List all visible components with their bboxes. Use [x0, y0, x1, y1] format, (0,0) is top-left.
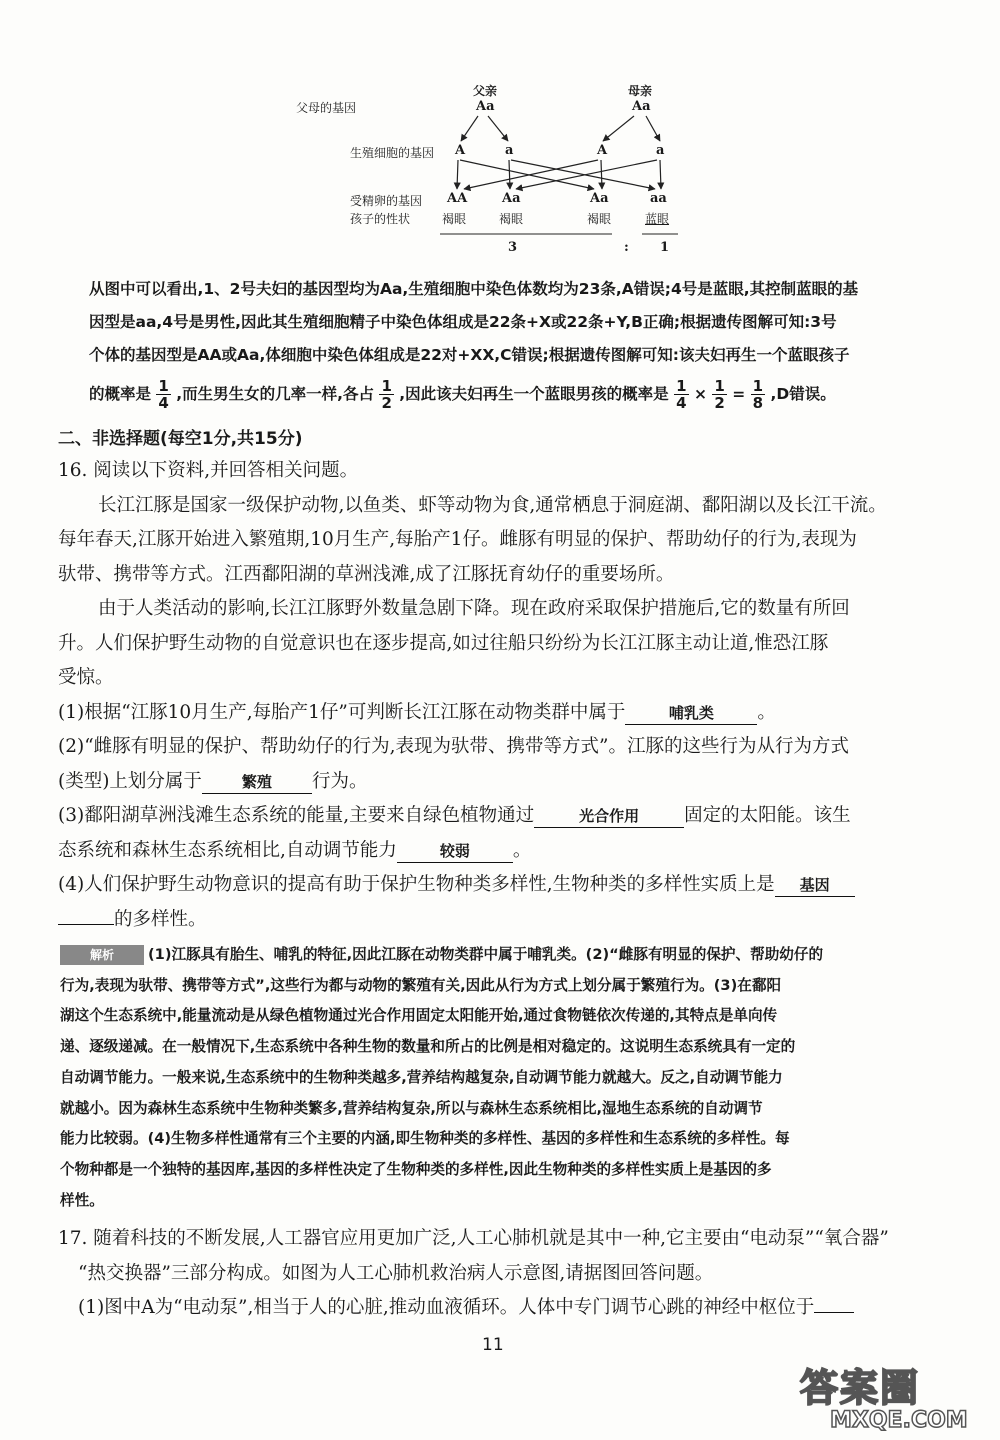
page-number: 11 [482, 1335, 504, 1355]
answer-blank: 哺乳类 [625, 702, 757, 725]
mother-genotype: Aa [632, 99, 651, 114]
fraction: $\frac{1}{4}$ [676, 377, 687, 412]
fraction: $\frac{1}{8}$ [752, 377, 764, 412]
row-label-parent-genes: 父母的基因 [296, 101, 357, 115]
q17-stem: “热交换器”三部分构成。如图为人工心肺机救治病人示意图,请据图回答问题。 [78, 1262, 714, 1284]
q15-line-fractions: 的概率是 $\frac{1}{4}$ ,而生男生女的几率一样,各占 $\frac{1}{2}$ ,因此该夫妇再生一个蓝眼男孩的概率是 $\frac{1}{4}$ × $\frac{1}{2}$ = $\frac{1}{8}$ ,D错误。 [89, 377, 836, 412]
child-trait: 蓝眼 [645, 212, 670, 226]
q17-sub1: (1)图中A为“电动泵”,相当于人的心脏,推动血液循环。人体中专门调节心跳的神经中枢位于 [58, 1291, 948, 1326]
gamete-father-a-lower: a [505, 143, 514, 158]
q15-line: 因型是aa,4号是男性,因此其生殖细胞精子中染色体组成是22条+X或22条+Y,B正确;根据遗传图解可知:3号 [89, 313, 837, 331]
q15-line: 从图中可以看出,1、2号夫妇的基因型均为Aa,生殖细胞中染色体数均为23条,A错误;4号是蓝眼,其控制蓝眼的基 [89, 280, 859, 298]
fraction: $\frac{1}{2}$ [714, 377, 725, 412]
q16-sub2-cont: (类型)上划分属于 繁殖 行为。 [58, 770, 368, 792]
father-genotype: Aa [476, 99, 495, 114]
q16-sub4: (4)人们保护野生动物意识的提高有助于保护生物种类多样性,生物种类的多样性实质上是 基因 [58, 868, 948, 903]
q15-explanation [89, 273, 969, 411]
ratio-right: 1 [660, 240, 670, 255]
q16-paragraph: 每年春天,江豚开始进入繁殖期,10月生产,每胎产1仔。雌豚有明显的保护、帮助幼仔的行为,表现为 [58, 529, 857, 550]
cross-arrows [0, 0, 1000, 260]
q16-stem: 16. 阅读以下资料,并回答相关问题。 [58, 460, 359, 481]
q16-sub1: (1)根据“江豚10月生产,每胎产1仔”可判断长江江豚在动物类群中属于 哺乳类 。 [58, 701, 776, 723]
explanation-line: 自动调节能力。一般来说,生态系统中的生物种类越多,营养结构越复杂,自动调节能力就越大。反之,自动调节能力 [60, 1068, 783, 1086]
explanation-line: 个物种都是一个独特的基因库,基因的多样性决定了生物种类的多样性,因此生物种类的多样性实质上是基因的多 [60, 1160, 772, 1178]
section-title: 二、非选择题(每空1分,共15分) [58, 429, 303, 449]
row-label-zygote-genes: 受精卵的基因 [350, 194, 423, 208]
fraction: $\frac{1}{2}$ [381, 377, 392, 412]
q16-sub2: (2)“雌豚有明显的保护、帮助幼仔的行为,表现为驮带、携带等方式”。江豚的这些行为从行为方式 [58, 736, 850, 757]
answer-blank: 光合作用 [534, 805, 684, 828]
q16-paragraph: 由于人类活动的影响,长江江豚野外数量急剧下降。现在政府采取保护措施后,它的数量有所回 [98, 598, 850, 619]
explanation-line: 湖这个生态系统中,能量流动是从绿色植物通过光合作用固定太阳能开始,通过食物链依次传递的,其特点是单向传 [60, 1007, 778, 1025]
answer-blank: 较弱 [397, 840, 513, 863]
explanation-line: 行为,表现为驮带、携带等方式”,这些行为都与动物的繁殖有关,因此从行为方式上划分属于繁殖行为。(3)在鄱阳 [60, 976, 782, 994]
row-label-gamete-genes: 生殖细胞的基因 [350, 146, 435, 160]
explanation-line: 能力比较弱。(4)生物多样性通常有三个主要的内涵,即生物种类的多样性、基因的多样性和生态系统的多样性。每 [60, 1130, 790, 1148]
question-16 [58, 454, 948, 937]
ratio-colon: : [624, 240, 629, 255]
watermark [800, 1368, 1000, 1440]
zygote-genotype: Aa [590, 191, 609, 206]
watermark-logo: 答案圈 [800, 1366, 921, 1410]
zygote-genotype: AA [447, 191, 468, 206]
gamete-mother-a-lower: a [656, 143, 665, 158]
q16-paragraph: 长江江豚是国家一级保护动物,以鱼类、虾等动物为食,通常栖息于洞庭湖、鄱阳湖以及长江干流。 [98, 494, 887, 516]
q16-sub3: (3)鄱阳湖草洲浅滩生态系统的能量,主要来自绿色植物通过 光合作用 固定的太阳能。该生 [58, 805, 851, 826]
gamete-father-a-upper: A [455, 143, 466, 158]
mother-label: 母亲 [628, 84, 653, 98]
q16-sub4-cont: 的多样性。 [58, 903, 948, 938]
explanation-line: 样性。 [60, 1191, 104, 1209]
answer-blank: 基因 [775, 874, 855, 897]
ratio-left: 3 [508, 240, 518, 255]
row-label-child-traits: 孩子的性状 [350, 212, 411, 226]
q16-sub3-cont: 态系统和森林生态系统相比,自动调节能力 较弱 。 [58, 839, 532, 861]
father-label: 父亲 [473, 84, 498, 98]
q15-line: 个体的基因型是AA或Aa,体细胞中染色体组成是22对+XX,C错误;根据遗传图解可知:该夫妇再生一个蓝眼孩子 [89, 346, 850, 364]
answer-blank [58, 924, 114, 925]
explanation-badge: 解析 [60, 945, 144, 965]
child-trait: 褐眼 [442, 212, 467, 226]
explanation-line: 解析 (1)江豚具有胎生、哺乳的特征,因此江豚在动物类群中属于哺乳类。(2)“雌豚有明显的保护、帮助幼仔的 [60, 940, 950, 971]
q16-paragraph: 驮带、携带等方式。江西鄱阳湖的草洲浅滩,成了江豚抚育幼仔的重要场所。 [58, 563, 675, 585]
explanation-line: 就越小。因为森林生态系统中生物种类繁多,营养结构复杂,所以与森林生态系统相比,湿地生态系统的自动调节 [60, 1099, 763, 1117]
answer-blank [814, 1312, 854, 1313]
explanation-line: 递、逐级递减。在一般情况下,生态系统中各种生物的数量和所占的比例是相对稳定的。这说明生态系统具有一定的 [60, 1038, 796, 1056]
q16-paragraph: 受惊。 [58, 667, 114, 688]
zygote-genotype: Aa [502, 191, 521, 206]
q17-stem: 17. 随着科技的不断发展,人工器官应用更加广泛,人工心肺机就是其中一种,它主要由“电动泵”“氧合器” [58, 1228, 889, 1249]
fraction: $\frac{1}{4}$ [158, 377, 169, 412]
child-trait: 褐眼 [587, 212, 612, 226]
question-17 [58, 1222, 948, 1326]
answer-blank: 繁殖 [202, 771, 312, 794]
gamete-mother-a-upper: A [597, 143, 608, 158]
child-trait: 褐眼 [499, 212, 524, 226]
q16-explanation [60, 940, 950, 1216]
zygote-genotype: aa [650, 191, 667, 206]
q16-paragraph: 升。人们保护野生动物的自觉意识也在逐步提高,如过往船只纷纷为长江江豚主动让道,惟恐江豚 [58, 632, 829, 654]
watermark-url: MXQE.COM [830, 1408, 968, 1433]
